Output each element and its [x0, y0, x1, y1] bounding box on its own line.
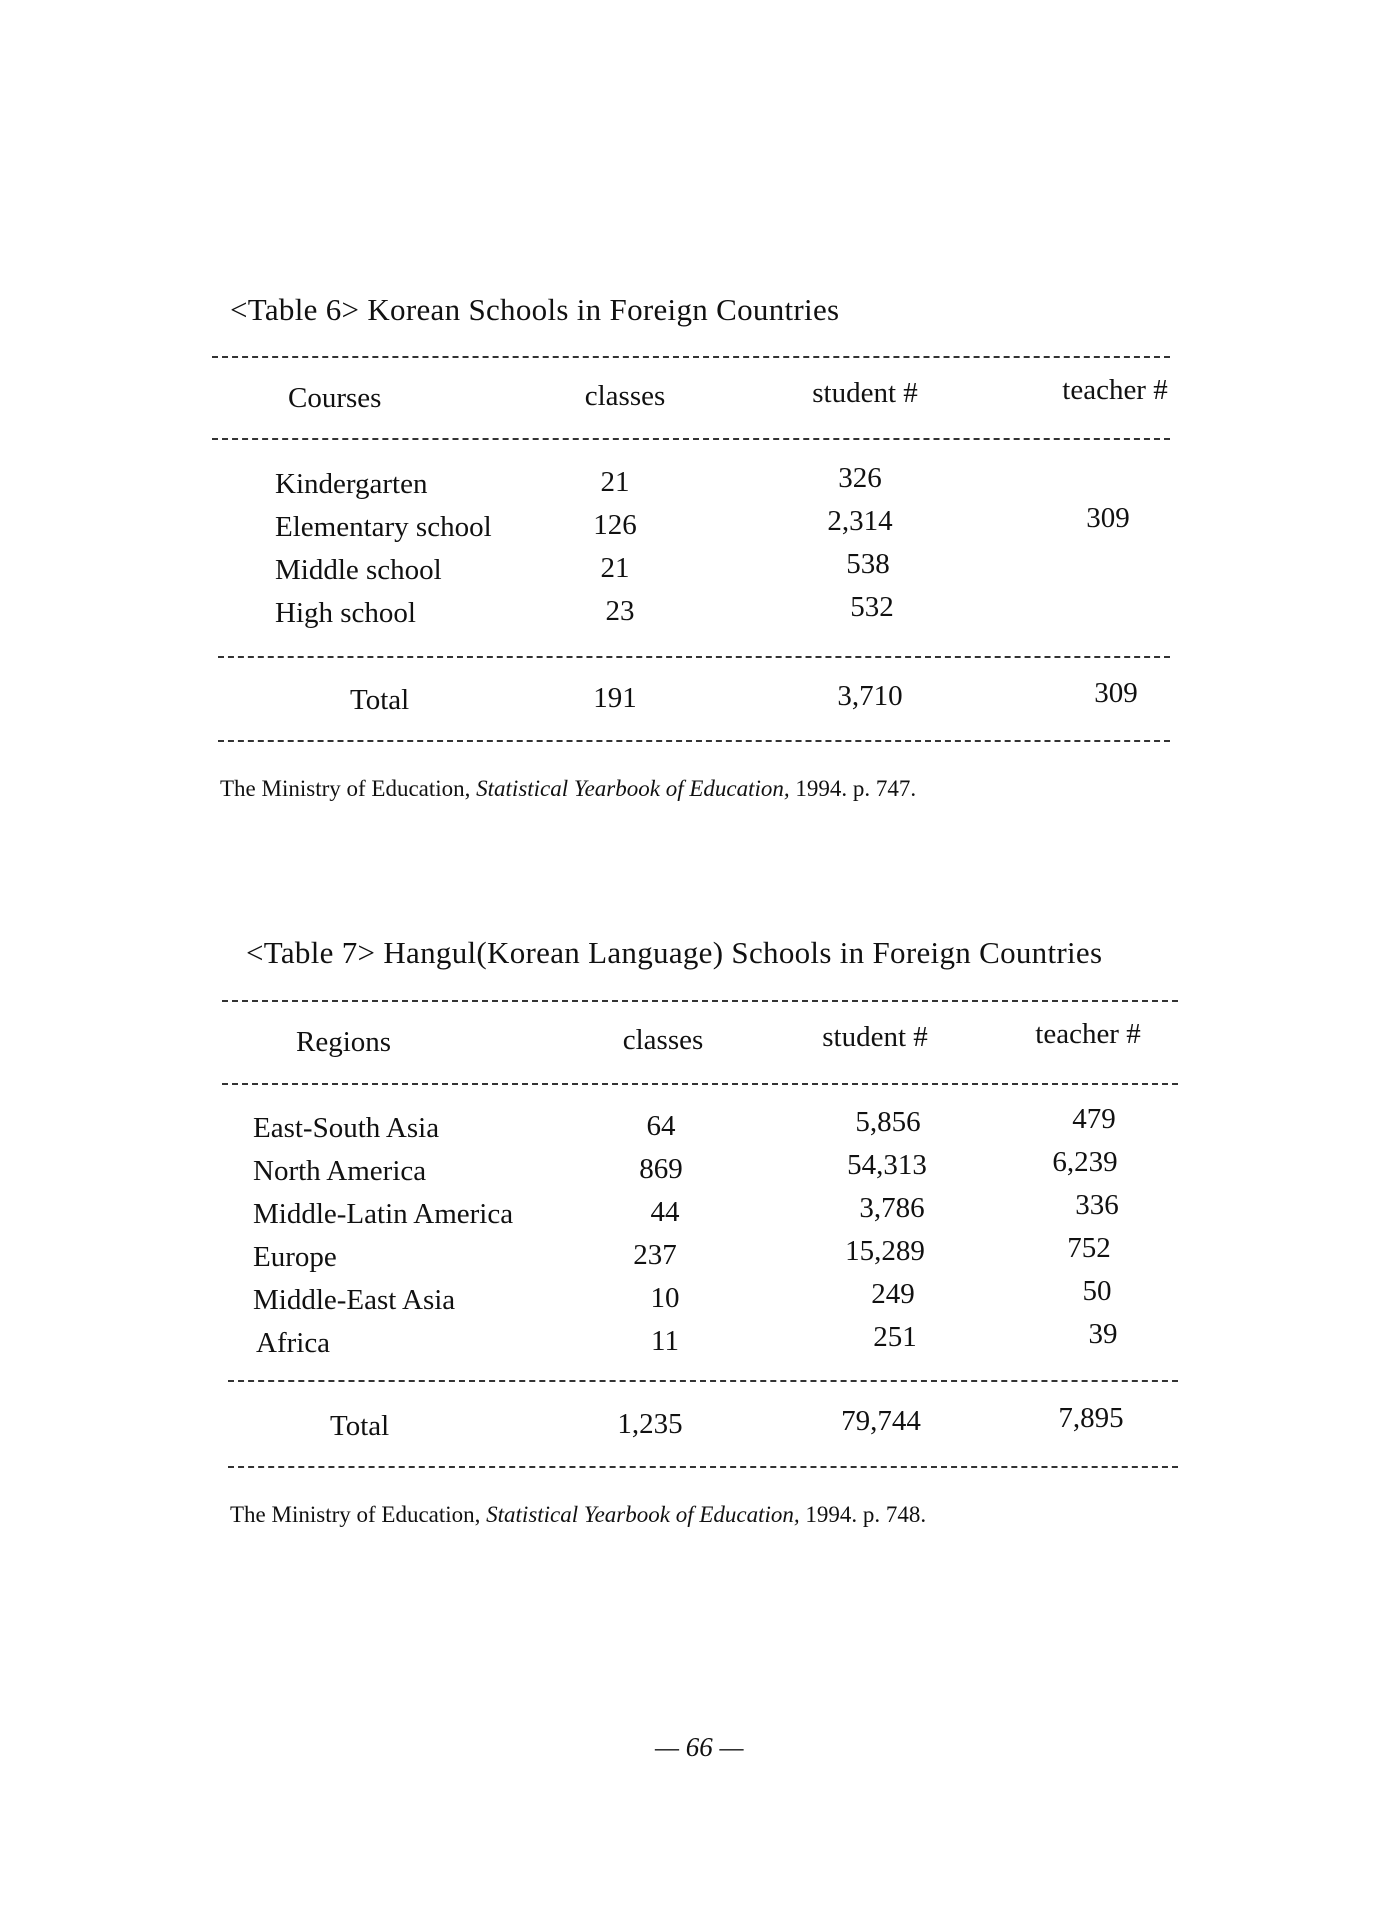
- table6-header-students: student #: [812, 377, 918, 409]
- table7-row-classes: 237: [633, 1239, 677, 1271]
- table6-header-classes: classes: [584, 380, 666, 412]
- table7-row-classes: 11: [651, 1325, 679, 1357]
- table7-header-rule: [222, 1083, 1178, 1085]
- table7-header-students: student #: [822, 1021, 928, 1053]
- table7-row-classes: 869: [639, 1153, 683, 1185]
- table6-row-course: High school: [275, 597, 416, 629]
- table6-row-classes: 23: [605, 595, 635, 627]
- table6-row-classes: 126: [593, 509, 637, 541]
- table6-row-students: 326: [838, 462, 882, 494]
- table6-header-teachers: teacher #: [1062, 374, 1168, 406]
- table7-source: [230, 1502, 926, 1528]
- table6-row-course: Kindergarten: [275, 468, 428, 500]
- table6-row-classes: 21: [600, 466, 630, 498]
- table6-total-teachers: 309: [1094, 677, 1138, 709]
- table6-bottom-rule: [218, 740, 1170, 742]
- table6-teachers-combined: 309: [1086, 502, 1130, 534]
- table6-header-rule: [212, 438, 1170, 440]
- table7-row-region: Africa: [256, 1327, 331, 1359]
- table7-source-prefix: The Ministry of Education,: [230, 1502, 487, 1527]
- table7-row-region: Europe: [253, 1241, 337, 1273]
- table7-row-teachers: 39: [1088, 1318, 1118, 1350]
- table6-total-label: Total: [350, 684, 410, 716]
- table6-row-students: 538: [846, 548, 890, 580]
- table7-row-classes: 64: [646, 1110, 676, 1142]
- table7-top-rule: [222, 1000, 1178, 1002]
- table6-row-students: 2,314: [827, 505, 893, 537]
- table7-row-students: 3,786: [859, 1192, 925, 1224]
- table7-bottom-rule: [228, 1466, 1178, 1468]
- table7-row-teachers: 336: [1075, 1189, 1119, 1221]
- table7-row-classes: 10: [650, 1282, 680, 1314]
- table7-row-teachers: 6,239: [1052, 1146, 1118, 1178]
- table7-header-teachers: teacher #: [1035, 1018, 1141, 1050]
- table7-row-classes: 44: [650, 1196, 680, 1228]
- table7-row-region: Middle-East Asia: [253, 1284, 456, 1316]
- table7-total-label: Total: [330, 1410, 390, 1442]
- table6-source-title: Statistical Yearbook of Education,: [476, 776, 790, 801]
- table7-caption: <Table 7> Hangul(Korean Language) Schools in Foreign Countries: [246, 935, 1103, 970]
- table7-source-title: Statistical Yearbook of Education,: [486, 1502, 800, 1527]
- table7-row-region: Middle-Latin America: [253, 1198, 514, 1230]
- table7-row-students: 15,289: [845, 1235, 925, 1267]
- table6-total-students: 3,710: [837, 680, 903, 712]
- table6-top-rule: [212, 356, 1170, 358]
- table7-header-classes: classes: [622, 1024, 704, 1056]
- table7-header-regions: Regions: [296, 1026, 392, 1058]
- table7-row-teachers: 752: [1067, 1232, 1111, 1264]
- table7-body-rule: [228, 1380, 1178, 1382]
- table7-row-students: 249: [871, 1278, 915, 1310]
- table6-header-courses: Courses: [288, 382, 382, 414]
- table7-row-students: 5,856: [855, 1106, 921, 1138]
- table7-row-region: North America: [253, 1155, 427, 1187]
- table7-row-teachers: 50: [1082, 1275, 1112, 1307]
- table7-row-teachers: 479: [1072, 1103, 1116, 1135]
- table6-row-course: Elementary school: [275, 511, 492, 543]
- table6-source: [220, 776, 916, 802]
- table6-source-prefix: The Ministry of Education,: [220, 776, 477, 801]
- table6-total-classes: 191: [593, 682, 637, 714]
- table7-total-students: 79,744: [841, 1405, 921, 1437]
- table7-row-region: East-South Asia: [253, 1112, 440, 1144]
- table6-row-classes: 21: [600, 552, 630, 584]
- table6-body-rule: [218, 656, 1170, 658]
- table6-row-course: Middle school: [275, 554, 442, 586]
- table7-total-classes: 1,235: [617, 1408, 683, 1440]
- table7-total-teachers: 7,895: [1058, 1402, 1124, 1434]
- table7-row-students: 54,313: [847, 1149, 927, 1181]
- table7-source-suffix: 1994. p. 748.: [799, 1502, 927, 1527]
- table6-caption: <Table 6> Korean Schools in Foreign Countries: [230, 292, 840, 327]
- table7-row-students: 251: [873, 1321, 917, 1353]
- page-number: — 66 —: [655, 1732, 744, 1762]
- table6-row-students: 532: [850, 591, 894, 623]
- table6-source-suffix: 1994. p. 747.: [789, 776, 917, 801]
